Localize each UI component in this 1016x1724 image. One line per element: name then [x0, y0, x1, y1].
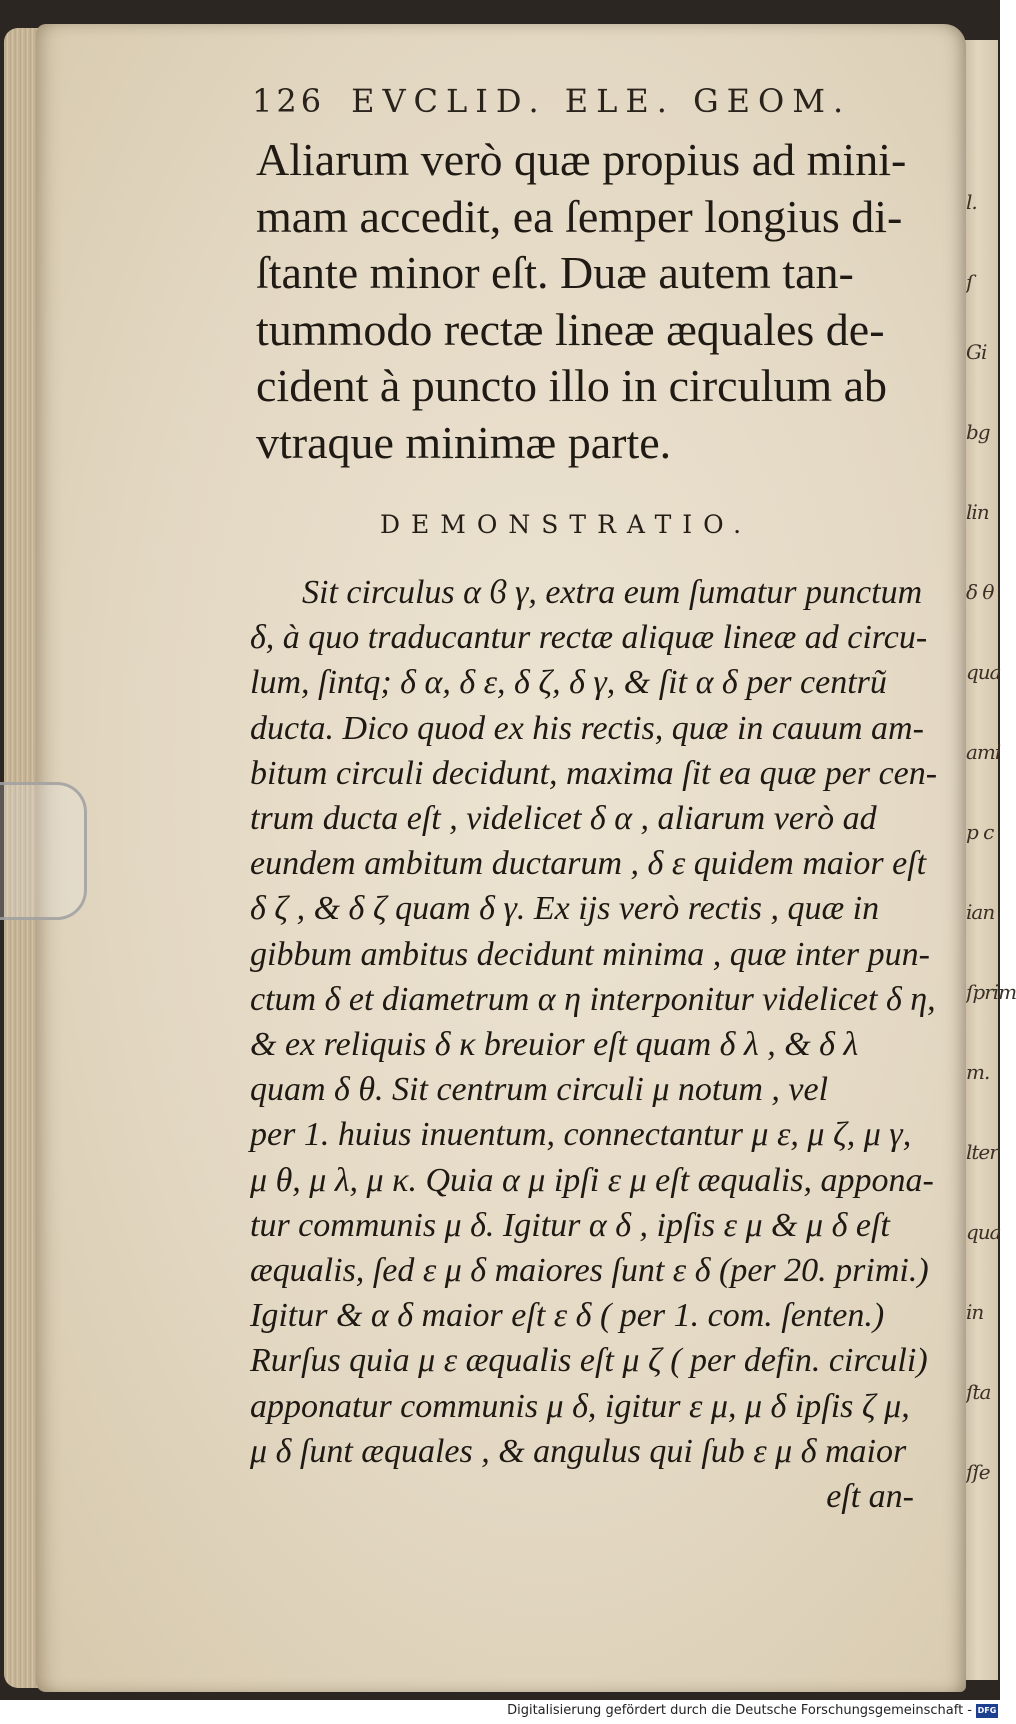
next-page-fragment: bg	[966, 420, 990, 444]
next-page-fragment: ſta	[966, 1380, 991, 1404]
demonstration-text	[250, 570, 960, 1519]
demonstration-line: eundem ambitum ductarum , δ ε quidem maior eſt	[250, 845, 927, 883]
digitization-credit: Digitalisierung gefördert durch die Deutsche Forschungsgemeinschaft -	[507, 1703, 972, 1718]
proposition-line: tummodo rectæ lineæ æquales de-	[256, 303, 885, 355]
proposition-line: Aliarum verò quæ propius ad mini-	[256, 134, 907, 185]
demonstration-line: trum ducta eſt , videlicet δ α , aliarum verò ad	[250, 800, 877, 838]
demonstration-line: & ex reliquis δ κ breuior eſt quam δ λ , & δ λ	[250, 1026, 859, 1064]
demonstration-line: lum, ſintq; δ α, δ ε, δ ζ, δ γ, & ſit α δ per centrũ	[250, 664, 887, 702]
demonstration-line: per 1. huius inuentum, connectantur μ ε, μ ζ, μ γ,	[250, 1116, 912, 1154]
running-title: EVCLID. ELE. GEOM.	[351, 82, 852, 120]
demonstration-line: gibbum ambitus decidunt minima , quæ inter pun-	[250, 935, 930, 973]
demonstration-line: Rurſus quia μ ε æqualis eſt μ ζ ( per defin. circuli)	[250, 1342, 928, 1380]
next-page-fragment: l.	[966, 190, 977, 214]
demonstration-line: tur communis μ δ. Igitur α δ , ipſis ε μ & μ δ eſt	[250, 1206, 890, 1244]
demonstration-line: μ δ ſunt æquales , & angulus qui ſub ε μ δ maior	[250, 1432, 907, 1470]
demonstration-line: Igitur & α δ maior eſt ε δ ( per 1. com. ſenten.)	[250, 1297, 885, 1335]
demonstration-line: quam δ θ. Sit centrum circuli μ notum , vel	[250, 1071, 829, 1109]
next-page-fragment: ſ	[966, 270, 973, 294]
next-page-fragment: m.	[966, 1060, 990, 1084]
proposition-line: vtraque minimæ parte.	[256, 416, 672, 468]
next-page-fragment: ami	[966, 740, 1001, 764]
demonstration-line: δ, à quo traducantur rectæ aliquæ lineæ ad circu-	[250, 619, 928, 657]
demonstration-line: ctum δ et diametrum α η interponitur videlicet δ η,	[250, 980, 936, 1018]
proposition-line: ſtante minor eſt. Duæ autem tan-	[256, 247, 854, 298]
demonstration-line: æqualis, ſed ε μ δ maiores ſunt ε δ (per 20. primi.)	[250, 1252, 929, 1290]
demonstration-line: δ ζ , & δ ζ quam δ γ. Ex ijs verò rectis , quæ in	[250, 890, 880, 928]
next-page-fragment: δ θ	[966, 580, 994, 604]
next-page-fragment: qua	[966, 660, 1001, 684]
next-page-fragment: Gi	[966, 340, 987, 364]
demonstration-line: ducta. Dico quod ex his rectis, quæ in cauum am-	[250, 709, 924, 747]
proposition-text	[256, 132, 956, 471]
proposition-line: cident à puncto illo in circulum ab	[256, 360, 888, 411]
footer-bar	[0, 1700, 1000, 1724]
running-header	[252, 82, 912, 120]
next-page-fragment: qua	[966, 1220, 1001, 1244]
next-page-fragment: p c	[966, 820, 994, 844]
proposition-line: mam accedit, ea ſemper longius di-	[256, 190, 903, 242]
next-page-fragment: lin	[966, 500, 989, 524]
page-number: 126	[252, 82, 326, 120]
next-page-fragment: lter	[966, 1140, 998, 1164]
next-page-fragment: ian	[966, 900, 995, 924]
next-page-fragment: ſſe	[966, 1460, 990, 1484]
catchword: eſt an-	[826, 1478, 914, 1516]
page-clip	[0, 782, 87, 920]
demonstration-heading: DEMONSTRATIO.	[380, 510, 753, 539]
demonstration-line: bitum circuli decidunt, maxima ſit ea quæ per cen-	[250, 754, 938, 792]
next-page-fragment: in	[966, 1300, 984, 1324]
demonstration-line: μ θ, μ λ, μ κ. Quia α μ ipſi ε μ eſt æqualis, appona-	[250, 1161, 934, 1199]
demonstration-line: Sit circulus α ϐ γ, extra eum ſumatur punctum	[302, 574, 923, 611]
dfg-logo: DFG	[976, 1704, 998, 1718]
next-page-fragment: ſprim	[966, 980, 1016, 1004]
demonstration-line: apponatur communis μ δ, igitur ε μ, μ δ ipſis ζ μ,	[250, 1387, 910, 1425]
